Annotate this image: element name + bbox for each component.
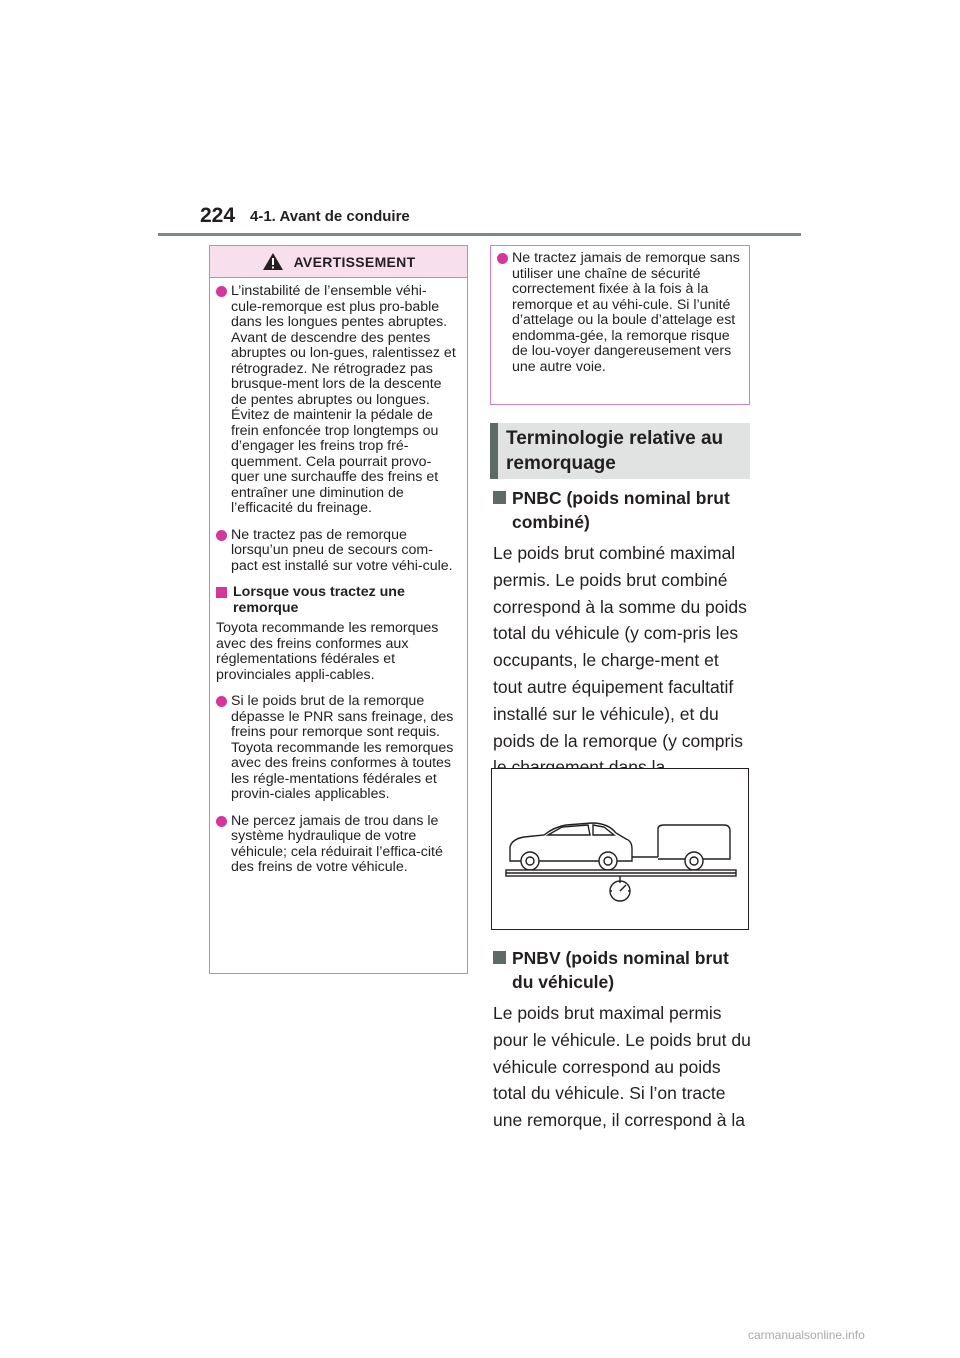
warning-bullet	[216, 528, 457, 575]
title-line-2: remorquage	[506, 453, 616, 474]
warning-bullet	[497, 251, 741, 375]
warning-triangle-icon	[262, 252, 284, 271]
bullet-dot-icon	[216, 696, 227, 707]
terminology-heading	[490, 423, 750, 479]
bullet-text: Si le poids brut de la remorque dépasse le PNR sans freinage, des freins pour remorque sont requis. Toyota recommande les remorques avec des freins conformes à toutes les régle-mentations fédérales et provin-ciales applicables.	[231, 693, 454, 802]
warning-header	[210, 246, 467, 278]
bullet-dot-icon	[216, 286, 227, 297]
bullet-text: Ne tractez jamais de remorque sans utiliser une chaîne de sécurité correctement fixée à la fois à la remorque et au véhi-cule. Si l’unité d’attelage ou la boule d’attelage est endomma-gée, la remorque risque de lou-voyer dangereusement vers une autre voie.	[512, 250, 740, 375]
page-number: 224	[200, 204, 236, 227]
terminology-title	[506, 426, 723, 476]
pnbc-section	[493, 486, 751, 808]
warning-bullet	[216, 814, 457, 876]
title-line-1: Terminologie relative au	[506, 428, 724, 449]
subheading-text: Lorsque vous tractez une remorque	[233, 584, 405, 616]
warning-bullet	[216, 284, 457, 517]
illustration-frame	[491, 768, 749, 930]
square-bullet-icon	[216, 587, 227, 598]
bullet-dot-icon	[216, 530, 227, 541]
car-with-trailer-on-scale-icon	[492, 769, 748, 929]
warning-paragraph: Toyota recommande les remorques avec des freins conformes aux réglementations fédérales et provinciales appli-cables.	[216, 620, 439, 683]
header-divider	[158, 233, 801, 236]
warning-box	[209, 245, 468, 974]
bullet-text: L’instabilité de l’ensemble véhi-cule-remorque est plus pro-bable dans les longues pentes abruptes. Avant de descendre des pentes abruptes ou lon-gues, ralentissez et rétrogradez. Ne rétrogradez pas brusque-ment lors de la descente de pentes abruptes ou longues. Évitez de maintenir la pédale de frein enfoncée trop longtemps ou d’engager les freins trop fré-quemment. Cela pourrait provo-quer une surchauffe des freins et entraîner une diminution de l’efficacité du freinage.	[231, 283, 456, 516]
bullet-dot-icon	[497, 253, 508, 264]
square-bullet-icon	[493, 951, 506, 964]
pnbv-heading-text: PNBV (poids nominal brut du véhicule)	[512, 948, 729, 992]
warning-bullet	[216, 694, 457, 803]
pnbc-heading-text: PNBC (poids nominal brut combiné)	[512, 488, 730, 532]
section-title: 4-1. Avant de conduire	[250, 208, 410, 225]
pnbv-section	[493, 946, 751, 1134]
pnbv-heading	[493, 946, 751, 994]
bullet-dot-icon	[216, 816, 227, 827]
bullet-text: Ne percez jamais de trou dans le système hydraulique de votre véhicule; cela réduirait l’effica-cité des freins de votre véhicule.	[231, 812, 443, 875]
square-bullet-icon	[493, 491, 506, 504]
pnbv-text: Le poids brut maximal permis pour le véhicule. Le poids brut du véhicule correspond au poids total du véhicule. Si l’on tracte une remorque, il correspond à la	[493, 1003, 751, 1131]
warning-subheading	[216, 585, 457, 616]
bullet-text: Ne tractez pas de remorque lorsqu’un pneu de secours com-pact est installé sur votre véhi-cule.	[231, 526, 453, 574]
pnbc-heading	[493, 486, 751, 534]
page-header	[200, 204, 800, 234]
warning-title: AVERTISSEMENT	[293, 253, 416, 270]
heading-accent-bar	[490, 423, 498, 479]
warning-box-continued	[490, 245, 750, 405]
footer-watermark: carmanualsonline.info	[748, 1328, 865, 1342]
pnbc-text: Le poids brut combiné maximal permis. Le poids brut combiné correspond à la somme du poids total du véhicule (y com-pris les occupants, le charge-ment et tout autre équipement facultatif installé sur le véhicule), et du poids de la remorque (y compris	[493, 543, 747, 751]
